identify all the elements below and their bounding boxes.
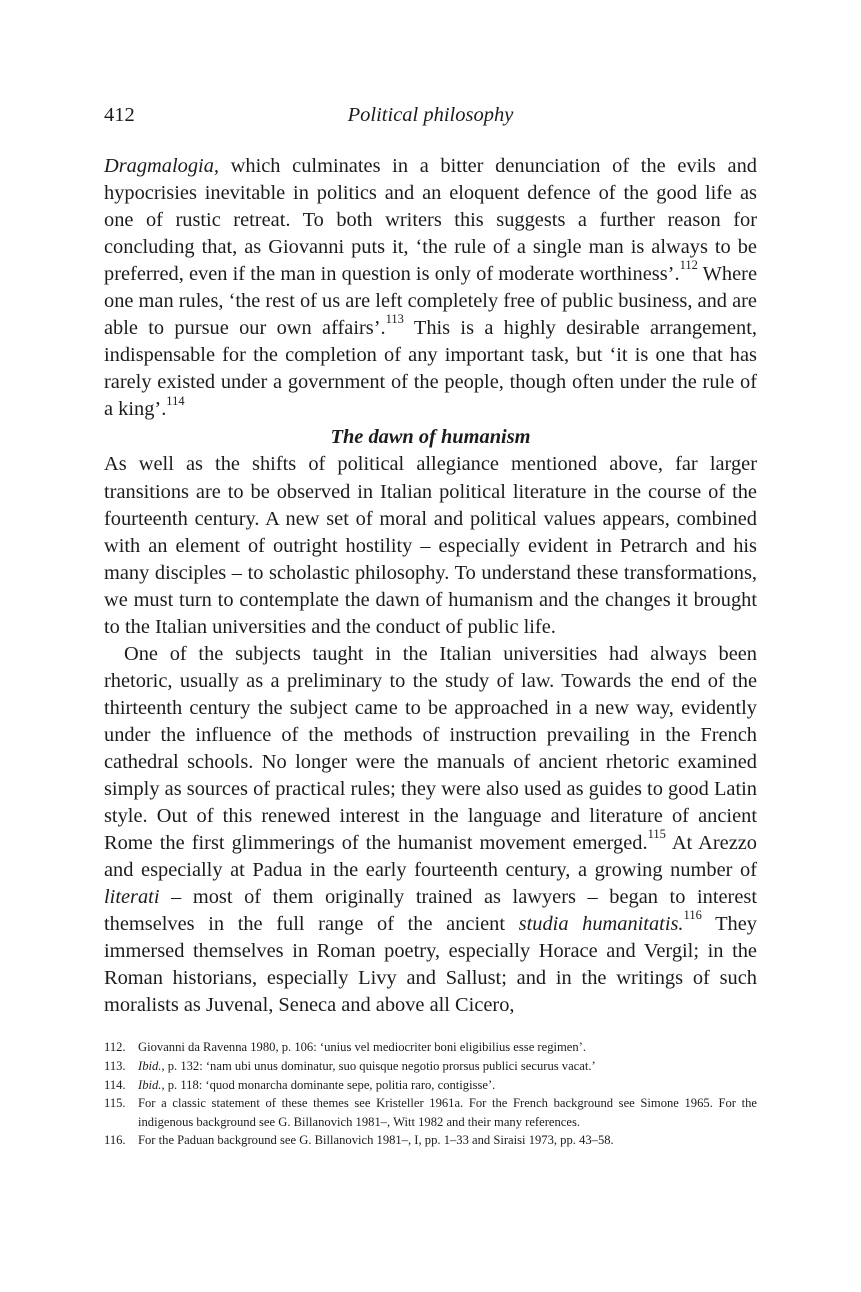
footnote-115 <box>104 1094 757 1131</box>
footnote-number: 115. <box>104 1096 126 1111</box>
paragraph-text: Where one man rules, ‘the rest of us are left completely free of public business, and are able to pursue our own affairs’. <box>104 263 757 340</box>
page-number: 412 <box>104 104 135 126</box>
italic-text: Dragmalogia, <box>104 155 219 177</box>
running-head <box>104 100 757 134</box>
footnote-ref-113: 113 <box>385 312 404 327</box>
paragraph-text: which culminates in a bitter denunciation of the evils and hypocrisies inevitable in politics and an eloquent defence of the good life as one of rustic retreat. To both writers this suggests a further reason for concluding that, as Giovanni puts it, ‘the rule of a single man is always to be preferred, even if the man in question is only of moderate worthiness’. <box>104 155 757 286</box>
footnote-112 <box>104 1038 757 1057</box>
paragraph-text: – most of them originally trained as lawyers – began to interest themselves in the full range of the ancient <box>104 886 757 936</box>
footnote-number: 114. <box>104 1077 126 1092</box>
paragraph-1 <box>104 153 757 423</box>
footnote-text: , p. 118: ‘quod monarcha dominante sepe, politia raro, contigisse’. <box>161 1077 496 1092</box>
italic-text: studia humanitatis. <box>518 913 684 936</box>
footnote-ref-114: 114 <box>166 393 185 408</box>
footnote-ref-115: 115 <box>647 827 666 842</box>
paragraph-2: As well as the shifts of political allegiance mentioned above, far larger transitions are to be observed in Italian political literature in the course of the fourteenth century. A new set of moral and political values appears, combined with an element of outright hostility – especially evident in Petrarch and his many disciples – to scholastic philosophy. To understand these transformations, we must turn to contemplate the dawn of humanism and the changes it brought to the Italian universities and the conduct of public life. <box>104 453 757 638</box>
footnote-text: For a classic statement of these themes see Kristeller 1961a. For the French background see Simone 1965. For the indigenous background see G. Billanovich 1981–, Witt 1982 and their many references. <box>138 1096 757 1129</box>
footnote-italic: Ibid. <box>138 1077 162 1092</box>
paragraph-3 <box>104 641 757 1020</box>
footnote-ref-116: 116 <box>683 908 702 923</box>
footnote-114 <box>104 1076 757 1095</box>
paragraph-text: This is a highly desirable arrangement, indispensable for the completion of any important task, but ‘it is one that has rarely existed under a government of the people, though often under the rule of a king’. <box>104 317 758 421</box>
footnote-italic: Ibid. <box>138 1059 162 1074</box>
footnote-text: For the Paduan background see G. Billanovich 1981–, I, pp. 1–33 and Siraisi 1973, pp. 43–58. <box>138 1133 614 1148</box>
main-text <box>104 153 757 1019</box>
section-heading: The dawn of humanism <box>330 426 531 449</box>
footnote-number: 113. <box>104 1059 126 1074</box>
footnote-number: 116. <box>104 1133 126 1148</box>
italic-text: literati <box>104 886 160 909</box>
paragraph-text: They immersed themselves in Roman poetry, especially Horace and Vergil; in the Roman historians, especially Livy and Sallust; and in the writings of such moralists as Juvenal, Seneca and above all Cicero, <box>104 913 757 1017</box>
footnote-116 <box>104 1131 757 1150</box>
footnote-ref-112: 112 <box>679 258 698 273</box>
paragraph-text: One of the subjects taught in the Italian universities had always been rhetoric, usually as a preliminary to the study of law. Towards the end of the thirteenth century the subject came to be approached in a new way, evidently under the influence of the methods of instruction prevailing in the French cathedral schools. No longer were the manuals of ancient rhetoric examined simply as sources of practical rules; they were also used as guides to good Latin style. Out of this renewed interest in the language and literature of ancient Rome the first glimmerings of the humanist movement emerged. <box>104 642 757 855</box>
book-page <box>104 100 757 1150</box>
footnote-text: Giovanni da Ravenna 1980, p. 106: ‘unius vel mediocriter boni eligibilius esse regimen’. <box>138 1040 587 1055</box>
footnote-113 <box>104 1057 757 1076</box>
paragraph-text: At Arezzo and especially at Padua in the early fourteenth century, a growing number of <box>104 832 757 882</box>
footnote-number: 112. <box>104 1040 126 1055</box>
footnote-text: , p. 132: ‘nam ubi unus dominatur, suo quisque negotio prorsus publici securus vacat.’ <box>161 1059 596 1074</box>
footnotes <box>104 1038 757 1150</box>
running-head-title: Political philosophy <box>347 104 514 126</box>
